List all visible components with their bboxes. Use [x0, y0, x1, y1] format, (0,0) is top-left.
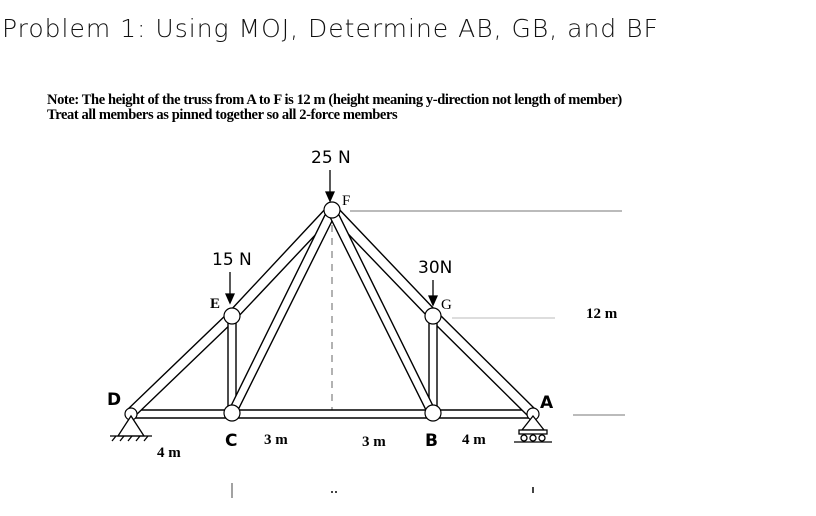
member-dc	[130, 410, 232, 418]
load-label-g: 30N	[418, 258, 453, 278]
node-label-a: A	[540, 393, 554, 413]
span-label-fb: 3 m	[362, 434, 386, 450]
node-label-f: F	[342, 193, 351, 209]
member-ba	[432, 410, 533, 418]
joint-f	[324, 202, 340, 218]
note-line-1: Note: The height of the truss from A to F is 12 m (height meaning y-direction not length of member)	[47, 92, 622, 108]
node-label-c: C	[225, 431, 238, 451]
member-cf	[228, 209, 336, 414]
note-line-2: Treat all members as pinned together so all 2-force members	[47, 107, 398, 123]
joints	[125, 202, 539, 421]
member-cb	[232, 410, 432, 418]
member-de	[126, 312, 236, 417]
problem-statement: Problem 1: Using MOJ, Determine AB, GB, and BF	[2, 14, 659, 43]
span-label-cf: 3 m	[264, 432, 288, 448]
roller-support-a	[514, 416, 552, 442]
joint-g	[425, 308, 441, 324]
node-label-e: E	[210, 296, 221, 312]
load-label-f: 25 N	[311, 148, 351, 168]
joint-c	[224, 405, 240, 421]
node-label-d: D	[107, 390, 122, 410]
span-label-ba: 4 m	[462, 432, 486, 448]
joint-b	[425, 405, 441, 421]
joint-e	[224, 308, 240, 324]
load-label-e: 15 N	[212, 250, 252, 270]
node-label-g: G	[441, 297, 452, 313]
member-fb	[328, 209, 436, 414]
member-gb	[429, 316, 437, 412]
pin-support-d	[110, 416, 152, 441]
span-label-dc: 4 m	[157, 445, 181, 461]
member-ga	[430, 312, 537, 417]
height-label: 12 m	[586, 306, 618, 322]
node-label-b: B	[425, 431, 438, 451]
